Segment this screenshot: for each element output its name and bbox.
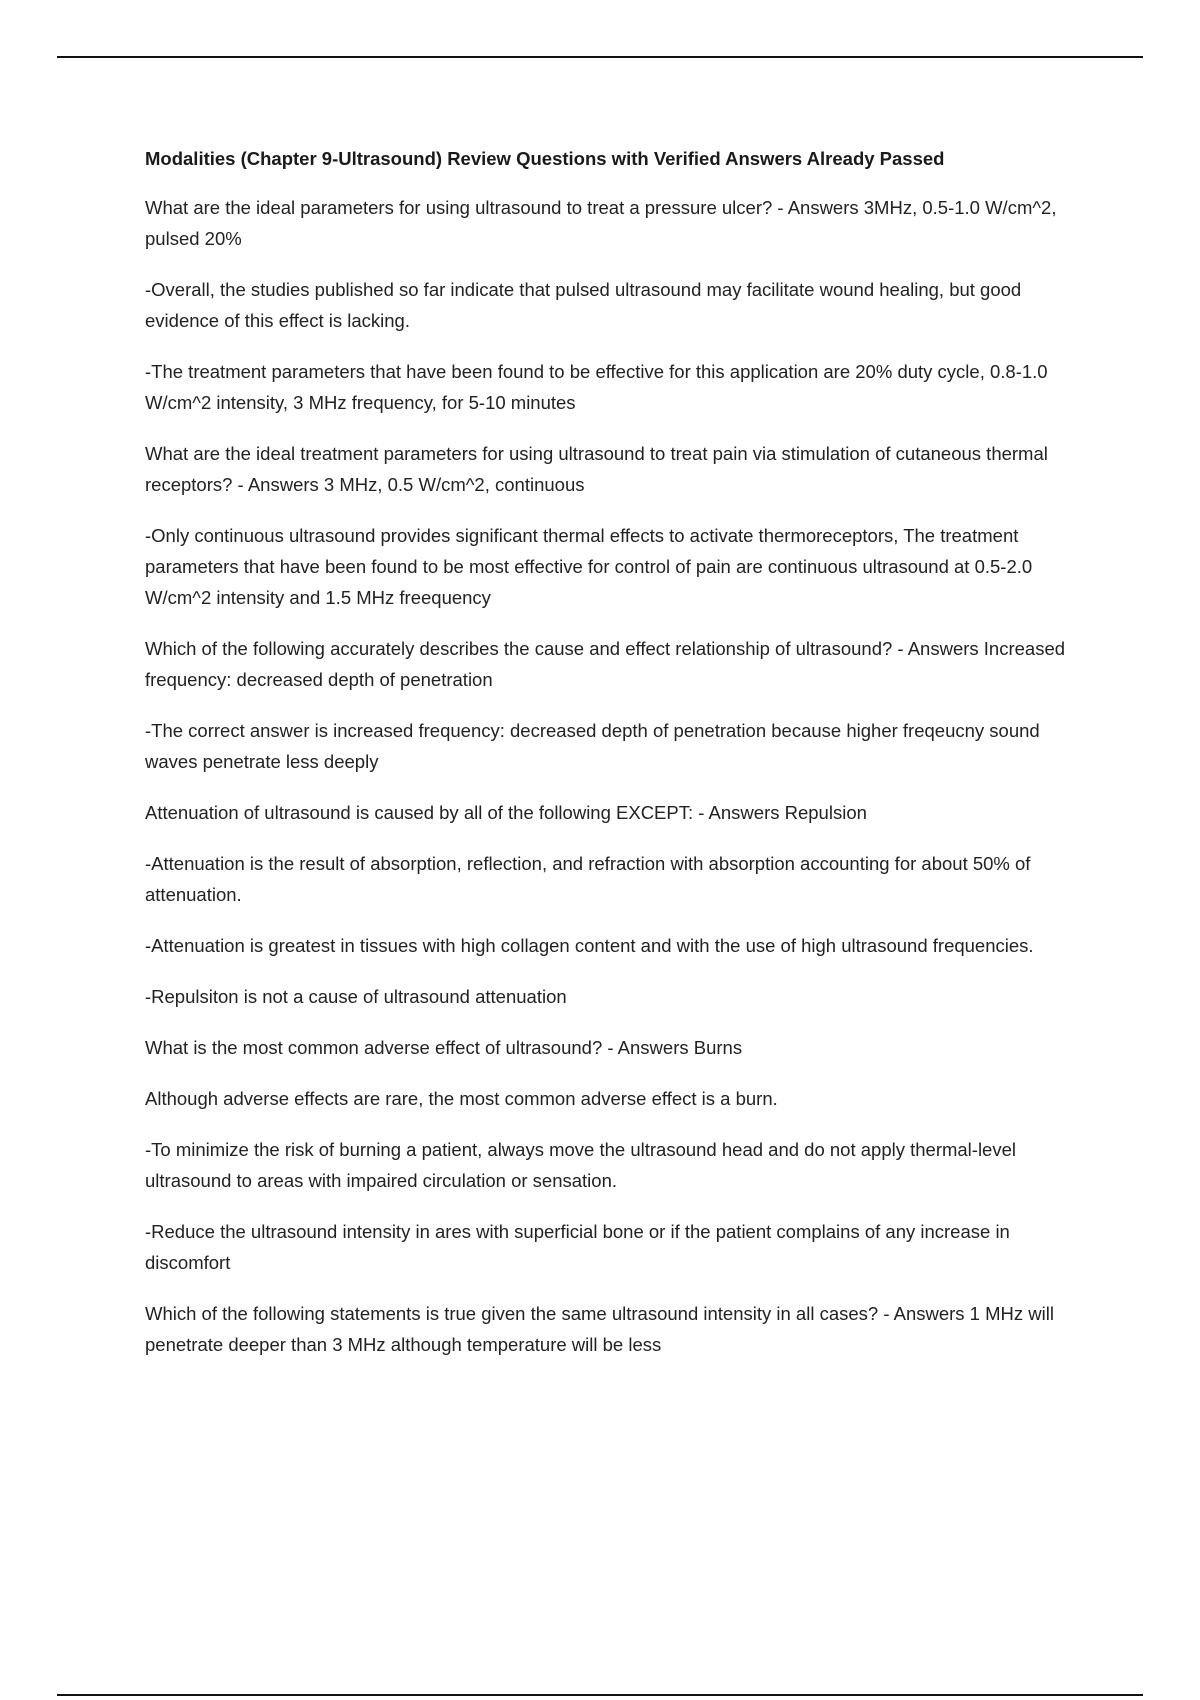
paragraph: What is the most common adverse effect of ultrasound? - Answers Burns [145, 1037, 743, 1058]
paragraph: Which of the following accurately describes the cause and effect relationship of ultrasound? - Answers Increased frequency: decreased depth of penetration [145, 638, 1066, 690]
footer-rule [57, 1694, 1143, 1696]
paragraph: -Overall, the studies published so far indicate that pulsed ultrasound may facilitate wound healing, but good evidence of this effect is lacking. [145, 279, 1022, 331]
paragraph: Attenuation of ultrasound is caused by all of the following EXCEPT: - Answers Repulsion [145, 802, 867, 823]
paragraph: -The correct answer is increased frequency: decreased depth of penetration because higher freqeucny sound waves penetrate less deeply [145, 720, 1040, 772]
paragraph: -Only continuous ultrasound provides significant thermal effects to activate thermoreceptors, The treatment parameters that have been found to be most effective for control of pain are continuous ultrasound at 0.5-2.0 W/cm^2 intensity and 1.5 MHz freequency [145, 525, 1033, 608]
paragraph: What are the ideal parameters for using ultrasound to treat a pressure ulcer? - Answers 3MHz, 0.5-1.0 W/cm^2, pulsed 20% [145, 197, 1057, 249]
header-rule [57, 56, 1143, 58]
paragraph: -Repulsiton is not a cause of ultrasound attenuation [145, 986, 567, 1007]
paragraph: -Attenuation is greatest in tissues with high collagen content and with the use of high ultrasound frequencies. [145, 935, 1034, 956]
paragraph: Although adverse effects are rare, the most common adverse effect is a burn. [145, 1088, 778, 1109]
paragraph: -To minimize the risk of burning a patient, always move the ultrasound head and do not apply thermal-level ultrasound to areas with impaired circulation or sensation. [145, 1139, 1016, 1191]
paragraph: What are the ideal treatment parameters for using ultrasound to treat pain via stimulation of cutaneous thermal receptors? - Answers 3 MHz, 0.5 W/cm^2, continuous [145, 443, 1048, 495]
paragraph: -Attenuation is the result of absorption, reflection, and refraction with absorption accounting for about 50% of attenuation. [145, 853, 1031, 905]
paragraph: -Reduce the ultrasound intensity in ares with superficial bone or if the patient complains of any increase in discomfort [145, 1221, 1010, 1273]
document-title: Modalities (Chapter 9-Ultrasound) Review Questions with Verified Answers Already Passed [145, 148, 945, 169]
page-content [145, 144, 1085, 1380]
paragraph: Which of the following statements is true given the same ultrasound intensity in all cases? - Answers 1 MHz will penetrate deeper than 3 MHz although temperature will be less [145, 1303, 1054, 1355]
paragraph: -The treatment parameters that have been found to be effective for this application are 20% duty cycle, 0.8-1.0 W/cm^2 intensity, 3 MHz frequency, for 5-10 minutes [145, 361, 1048, 413]
